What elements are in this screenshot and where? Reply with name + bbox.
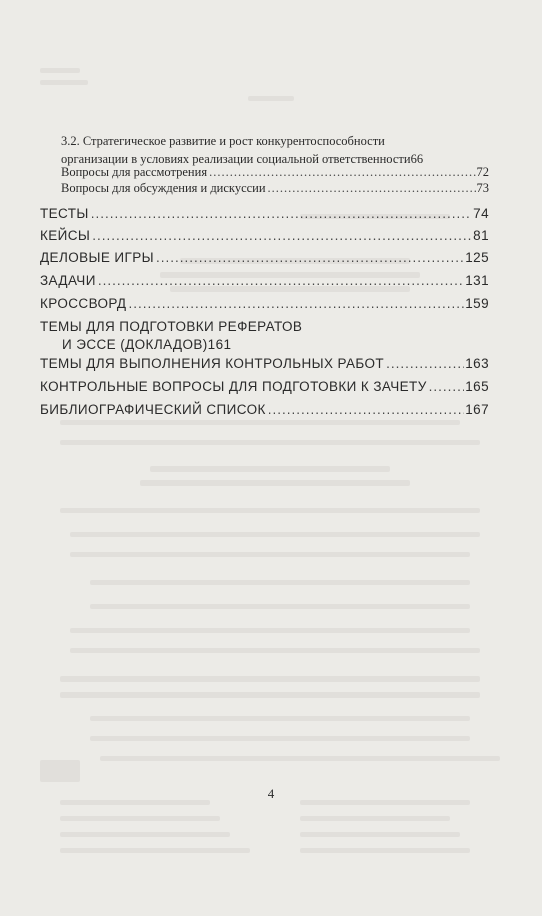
toc-page-number: 72: [476, 165, 489, 179]
toc-entry-title: БИБЛИОГРАФИЧЕСКИЙ СПИСОК: [40, 402, 266, 417]
toc-entry-questions-discussion: [61, 181, 489, 196]
toc-entry-title-line1: 3.2. Стратегическое развитие и рост конкурентоспособности: [61, 134, 385, 148]
leader-dots: [209, 165, 475, 180]
leader-dots: [268, 181, 476, 196]
toc-entry-title: КЕЙСЫ: [40, 228, 91, 243]
toc-entry-essays: [40, 319, 489, 352]
toc-entry-title: КОНТРОЛЬНЫЕ ВОПРОСЫ ДЛЯ ПОДГОТОВКИ К ЗАЧЕТУ: [40, 379, 427, 394]
toc-page-number: 81: [473, 228, 489, 243]
toc-page-number: 165: [465, 379, 489, 394]
toc-page-number: 163: [465, 356, 489, 371]
toc-entry-title: Вопросы для рассмотрения: [61, 165, 208, 179]
toc-page-number: 125: [465, 250, 489, 265]
toc-entry-3-2: [61, 134, 489, 167]
leader-dots: [429, 379, 465, 394]
toc-entry-title: ТЕСТЫ: [40, 206, 89, 221]
toc-entry-title: ДЕЛОВЫЕ ИГРЫ: [40, 250, 154, 265]
toc-page-number: 161: [207, 337, 232, 352]
toc-page-number: 66: [410, 152, 424, 166]
toc-page-number: 131: [465, 273, 489, 288]
toc-entry-title-line1: ТЕМЫ ДЛЯ ПОДГОТОВКИ РЕФЕРАТОВ: [40, 319, 303, 334]
leader-dots: [386, 356, 464, 371]
leader-dots: [98, 273, 464, 288]
toc-page-number: 73: [476, 181, 489, 195]
leader-dots: [128, 296, 464, 311]
toc-entry-control-works: [40, 356, 489, 371]
leader-dots: [156, 250, 464, 265]
toc-entry-bibliography: [40, 402, 489, 417]
toc-page-number: 167: [465, 402, 489, 417]
page-number: 4: [267, 786, 275, 801]
toc-page-number: 159: [465, 296, 489, 311]
toc-entry-title: КРОССВОРД: [40, 296, 127, 311]
toc-entry-title: ЗАДАЧИ: [40, 273, 96, 288]
toc-entry-tests: [40, 206, 489, 221]
toc-entry-title-line2: организации в условиях реализации социальной ответственности: [61, 152, 411, 166]
toc-page-number: 74: [473, 206, 489, 221]
toc-entry-title: Вопросы для обсуждения и дискуссии: [61, 181, 266, 195]
toc-entry-title: ТЕМЫ ДЛЯ ВЫПОЛНЕНИЯ КОНТРОЛЬНЫХ РАБОТ: [40, 356, 385, 371]
leader-dots: [268, 402, 465, 417]
toc-entry-cases: [40, 228, 489, 243]
leader-dots: [91, 206, 472, 221]
toc-entry-questions-review: [61, 165, 489, 180]
toc-entry-crossword: [40, 296, 489, 311]
toc-entry-business-games: [40, 250, 489, 265]
toc-entry-title-line2: И ЭССЕ (ДОКЛАДОВ): [62, 337, 208, 352]
toc-entry-tasks: [40, 273, 489, 288]
toc-entry-control-questions: [40, 379, 489, 394]
leader-dots: [92, 228, 472, 243]
